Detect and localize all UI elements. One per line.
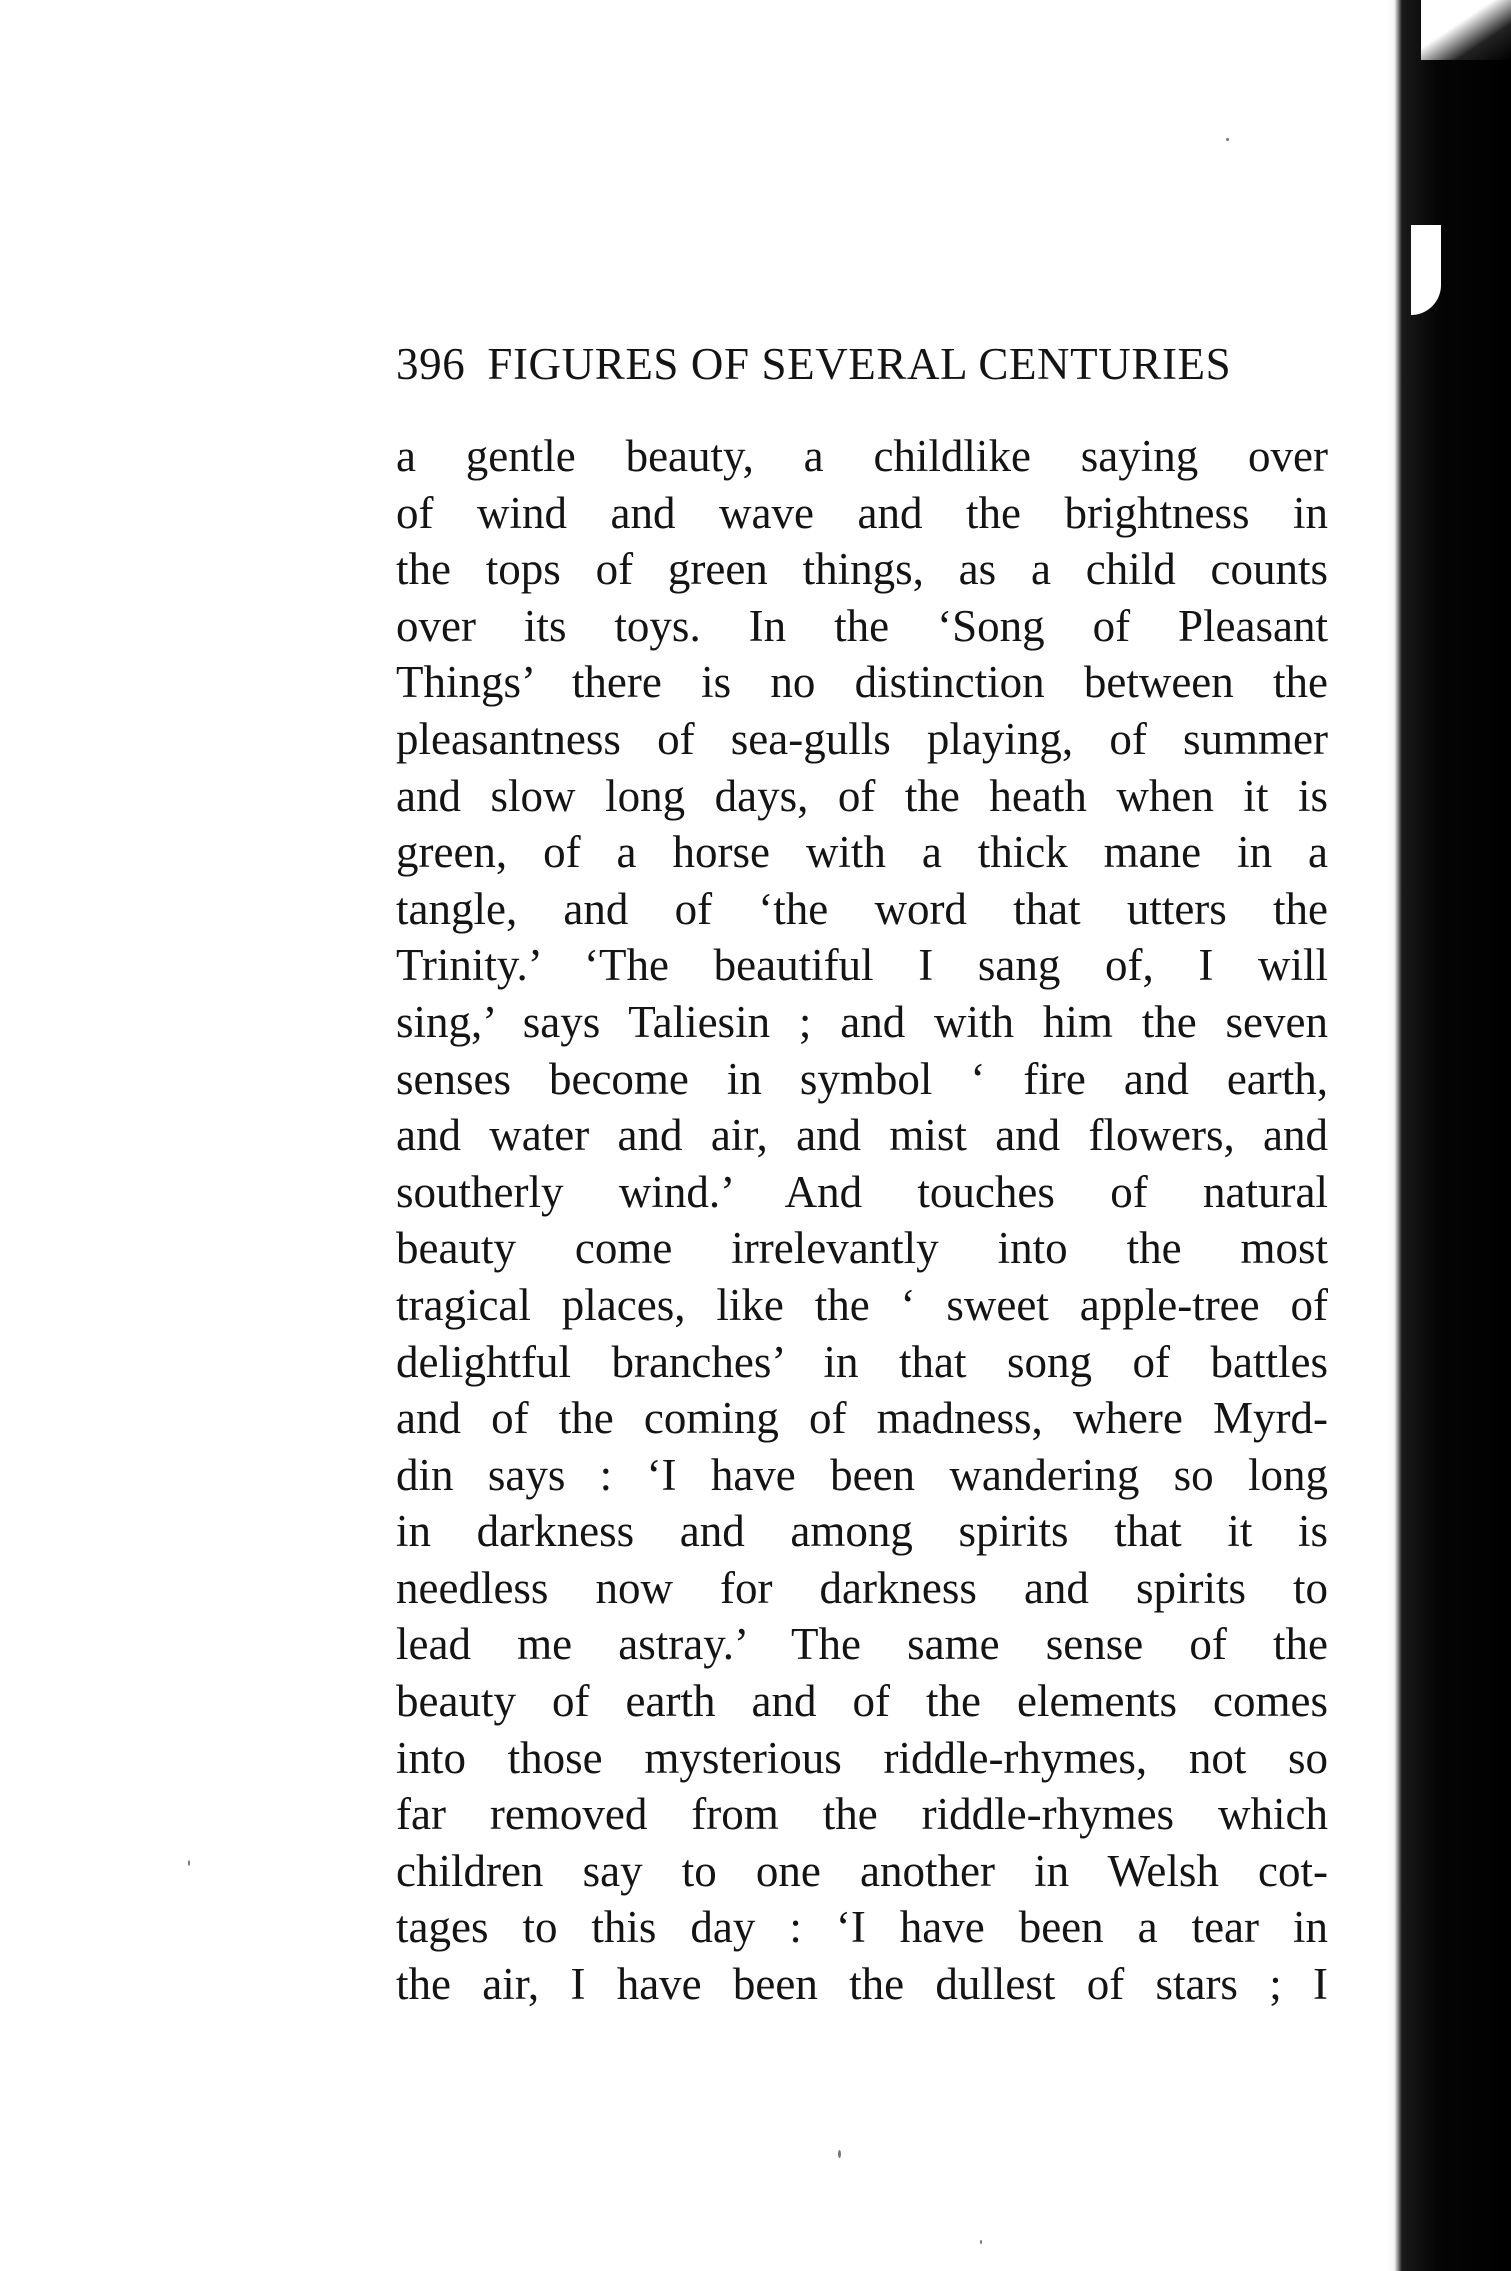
text-line: children say to one another in Welsh cot- xyxy=(396,1845,1328,1896)
binding-gutter-shadow xyxy=(1387,0,1511,2271)
running-head xyxy=(396,336,1298,392)
paper-speck xyxy=(838,2150,841,2158)
text-line: and of the coming of madness, where Myrd- xyxy=(396,1393,1328,1444)
text-line: Things’ there is no distinction between the xyxy=(396,657,1328,708)
text-line: din says : ‘I have been wandering so long xyxy=(396,1449,1328,1500)
gutter-corner-shadow xyxy=(1421,0,1511,60)
text-line: beauty of earth and of the elements comes xyxy=(396,1676,1328,1727)
text-line: over its toys. In the ‘Song of Pleasant xyxy=(396,600,1328,651)
text-line: tages to this day : ‘I have been a tear in xyxy=(396,1902,1328,1953)
text-line: sing,’ says Taliesin ; and with him the seven xyxy=(396,996,1328,1047)
text-line: of wind and wave and the brightness in xyxy=(396,487,1328,538)
text-line: far removed from the riddle-rhymes which xyxy=(396,1789,1328,1840)
text-line: senses become in symbol ‘ fire and earth, xyxy=(396,1053,1328,1104)
text-line: tangle, and of ‘the word that utters the xyxy=(396,883,1328,934)
text-line: delightful branches’ in that song of battles xyxy=(396,1336,1328,1387)
text-line: pleasantness of sea-gulls playing, of summer xyxy=(396,713,1328,764)
text-line: Trinity.’ ‘The beautiful I sang of, I will xyxy=(396,940,1328,991)
text-line: beauty come irrelevantly into the most xyxy=(396,1223,1328,1274)
paper-speck xyxy=(980,2240,982,2244)
paper-speck xyxy=(1226,138,1229,141)
text-line: the air, I have been the dullest of stars ; I xyxy=(396,1959,1328,2010)
text-line: southerly wind.’ And touches of natural xyxy=(396,1166,1328,1217)
text-line: and slow long days, of the heath when it is xyxy=(396,770,1328,821)
text-line: a gentle beauty, a childlike saying over xyxy=(396,431,1328,481)
text-line: green, of a horse with a thick mane in a xyxy=(396,827,1328,878)
text-line: lead me astray.’ The same sense of the xyxy=(396,1619,1328,1670)
text-line: in darkness and among spirits that it is xyxy=(396,1506,1328,1557)
page-number: 396 xyxy=(396,339,466,389)
text-line: the tops of green things, as a child counts xyxy=(396,544,1328,595)
text-line: tragical places, like the ‘ sweet apple-tree of xyxy=(396,1279,1328,1330)
running-title: FIGURES OF SEVERAL CENTURIES xyxy=(487,339,1232,389)
paper-speck xyxy=(188,1860,190,1866)
text-line: and water and air, and mist and flowers, and xyxy=(396,1110,1328,1161)
text-line: needless now for darkness and spirits to xyxy=(396,1562,1328,1613)
text-line: into those mysterious riddle-rhymes, not so xyxy=(396,1732,1328,1783)
body-text xyxy=(396,428,1328,2013)
